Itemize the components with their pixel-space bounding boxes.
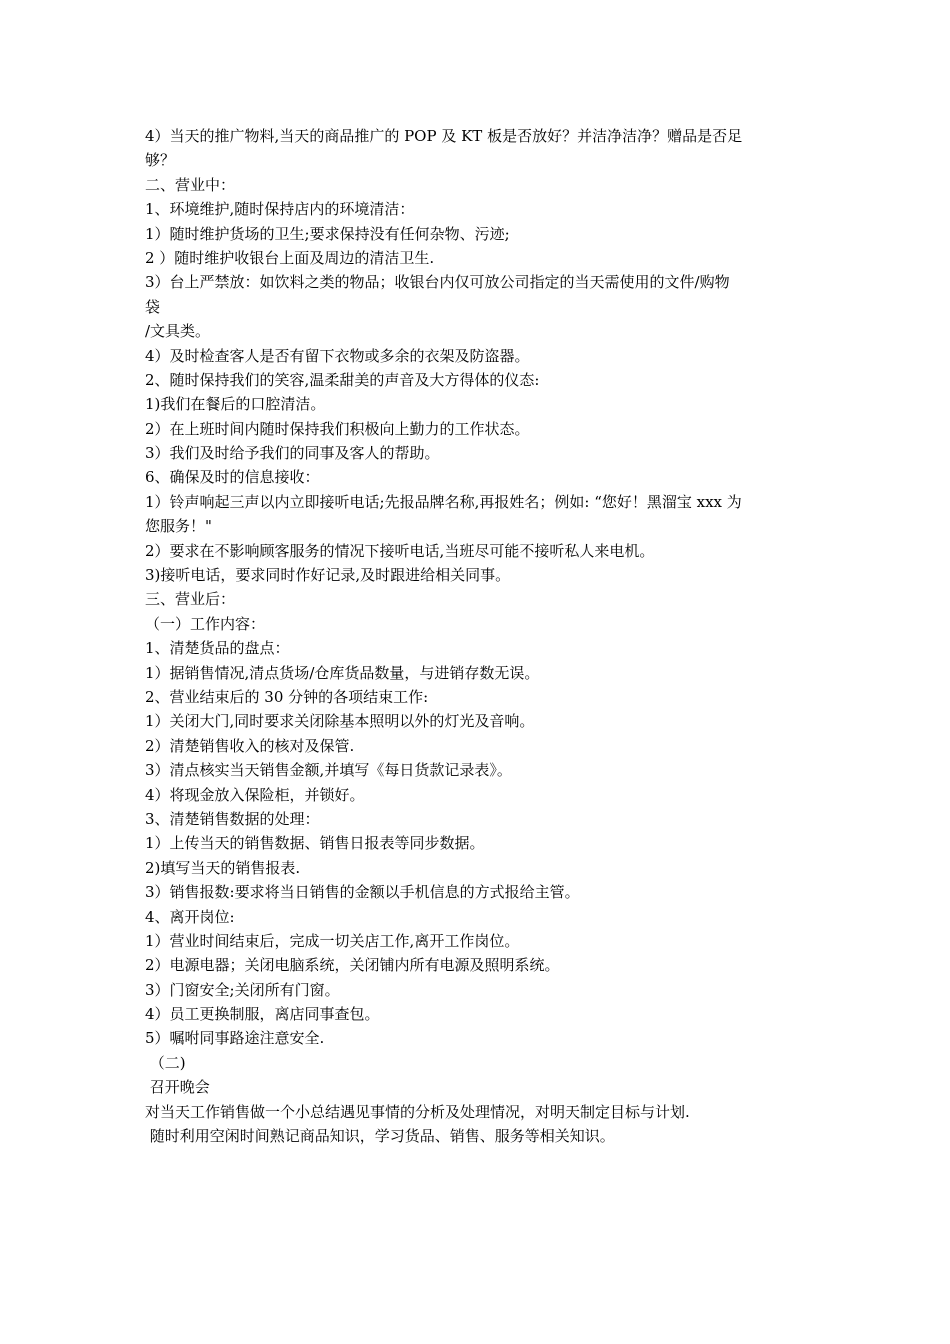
text-line: 2)填写当天的销售报表. (145, 858, 301, 877)
text-line: 2 ）随时维护收银台上面及周边的清洁卫生. (145, 248, 435, 267)
text-line: 6、确保及时的信息接收： (145, 468, 320, 487)
text-line: 2）电源电器；关闭电脑系统，关闭铺内所有电源及照明系统。 (145, 956, 560, 975)
subsection-heading: （二) (145, 1053, 186, 1072)
text-line: 3）销售报数:要求将当日销售的金额以手机信息的方式报给主管。 (145, 883, 580, 902)
text-line: 1、清楚货品的盘点： (145, 639, 290, 658)
text-line: 1、环境维护,随时保持店内的环境清洁： (145, 200, 415, 219)
text-line: 3）我们及时给予我们的同事及客人的帮助。 (145, 444, 440, 463)
text-line: 2）清楚销售收入的核对及保管. (145, 736, 355, 755)
section-heading: 三、营业后： (145, 590, 236, 609)
text-line: 4）将现金放入保险柜，并锁好。 (145, 785, 365, 804)
text-line: 3)接听电话，要求同时作好记录,及时跟进给相关同事。 (145, 566, 511, 585)
text-line: 1)我们在餐后的口腔清洁。 (145, 395, 326, 414)
text-line: 2、营业结束后的 30 分钟的各项结束工作: (145, 687, 429, 706)
text-line: 1）上传当天的销售数据、销售日报表等同步数据。 (145, 834, 485, 853)
text-line: 2）在上班时间内随时保持我们积极向上勤力的工作状态。 (145, 419, 530, 438)
text-line: 2、随时保持我们的笑容,温柔甜美的声音及大方得体的仪态: (145, 370, 540, 389)
text-line: 1）营业时间结束后，完成一切关店工作,离开工作岗位。 (145, 931, 520, 950)
text-line: 5）嘱咐同事路途注意安全. (145, 1029, 325, 1048)
text-line: 4）及时检查客人是否有留下衣物或多余的衣架及防盗器。 (145, 346, 530, 365)
text-line: 1）关闭大门,同时要求关闭除基本照明以外的灯光及音响。 (145, 712, 535, 731)
subsection-heading: （一）工作内容： (145, 614, 266, 633)
text-line: 2）要求在不影响顾客服务的情况下接听电话,当班尽可能不接听私人来电机。 (145, 541, 655, 560)
text-line: 对当天工作销售做一个小总结遇见事情的分析及处理情况，对明天制定目标与计划. (145, 1102, 690, 1121)
text-line: 召开晚会 (145, 1078, 210, 1097)
text-line: 1）随时维护货场的卫生;要求保持没有任何杂物、污迹; (145, 224, 510, 243)
text-line: 3）门窗安全;关闭所有门窗。 (145, 980, 340, 999)
text-line: 够？ (145, 151, 176, 170)
document-body (145, 124, 813, 1148)
text-line: 1）据销售情况,清点货场/仓库货品数量，与进销存数无误。 (145, 663, 540, 682)
text-line: /文具类。 (145, 322, 211, 341)
text-line: 4）员工更换制服，离店同事查包。 (145, 1005, 380, 1024)
text-line: 3）台上严禁放：如饮料之类的物品；收银台内仅可放公司指定的当天需使用的文件/购物 (145, 273, 730, 292)
text-line: 3、清楚销售数据的处理： (145, 809, 320, 828)
text-line: 4、离开岗位: (145, 907, 235, 926)
text-line: 袋 (145, 297, 161, 316)
text-line: 随时利用空闲时间熟记商品知识，学习货品、销售、服务等相关知识。 (145, 1127, 615, 1146)
text-line: 1）铃声响起三声以内立即接听电话;先报品牌名称,再报姓名；例如: “您好！黑溜宝 xxx 为 (145, 492, 742, 511)
text-line: 3）清点核实当天销售金额,并填写《每日货款记录表》。 (145, 761, 512, 780)
text-line: 您服务！" (145, 517, 212, 536)
section-heading: 二、营业中： (145, 175, 236, 194)
text-line: 4）当天的推广物料,当天的商品推广的 POP 及 KT 板是否放好？并洁净洁净？赠品是否足 (145, 127, 743, 145)
